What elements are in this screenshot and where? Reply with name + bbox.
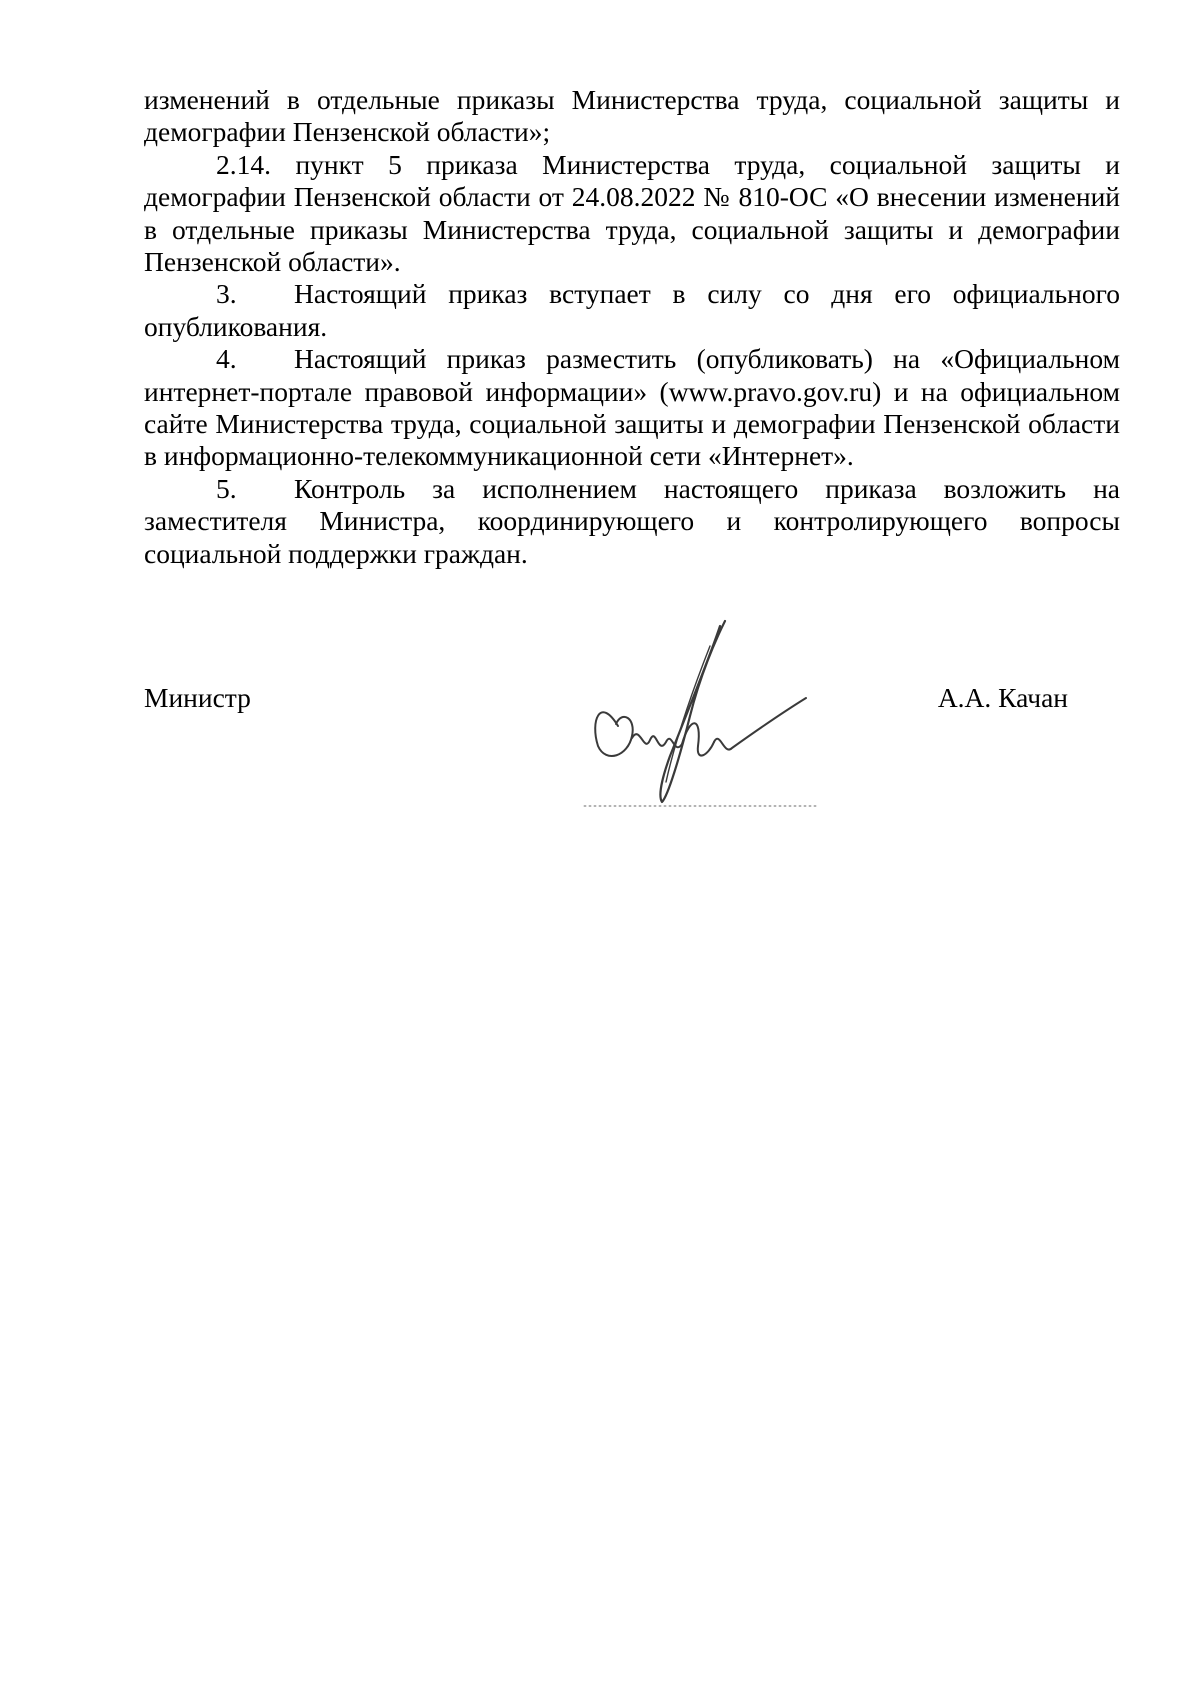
paragraph-text: Настоящий приказ разместить (опубликовать) на «Официальном интернет-портале правовой информации» (www.pravo.gov.ru) и на официальном сайте Министерства труда, социальной защиты и демографии Пензенской области в информационно-телекоммуникационной сети «Интернет». — [144, 343, 1120, 472]
paragraph-4 — [144, 343, 1120, 473]
paragraph-3 — [144, 278, 1120, 343]
paragraph-number: 4. — [216, 343, 237, 375]
paragraph-continuation — [144, 84, 1120, 149]
handwritten-signature-icon — [570, 606, 830, 816]
document-body — [144, 84, 1120, 570]
paragraph-5 — [144, 473, 1120, 570]
paragraph-text: пункт 5 приказа Министерства труда, социальной защиты и демографии Пензенской области от 24.08.2022 № 810-ОС «О внесении изменений в отдельные приказы Министерства труда, социальной защиты и демографии Пензенской области». — [144, 148, 1121, 278]
paragraph-text: Настоящий приказ вступает в силу со дня его официального опубликования. — [144, 278, 1120, 342]
paragraph-text: изменений в отдельные приказы Министерства труда, социальной защиты и демографии Пензенской области»; — [144, 84, 1120, 148]
paragraph-number: 5. — [216, 472, 237, 504]
paragraph-text: Контроль за исполнением настоящего приказа возложить на заместителя Министра, координирующего и контролирующего вопросы социальной поддержки граждан. — [144, 472, 1120, 569]
signatory-name: А.А. Качан — [937, 682, 1068, 713]
signatory-title: Министр — [144, 682, 251, 713]
paragraph-2-14 — [144, 149, 1120, 279]
paragraph-number: 3. — [216, 278, 237, 310]
paragraph-number: 2.14. — [216, 148, 271, 180]
signature-block — [144, 676, 1120, 816]
